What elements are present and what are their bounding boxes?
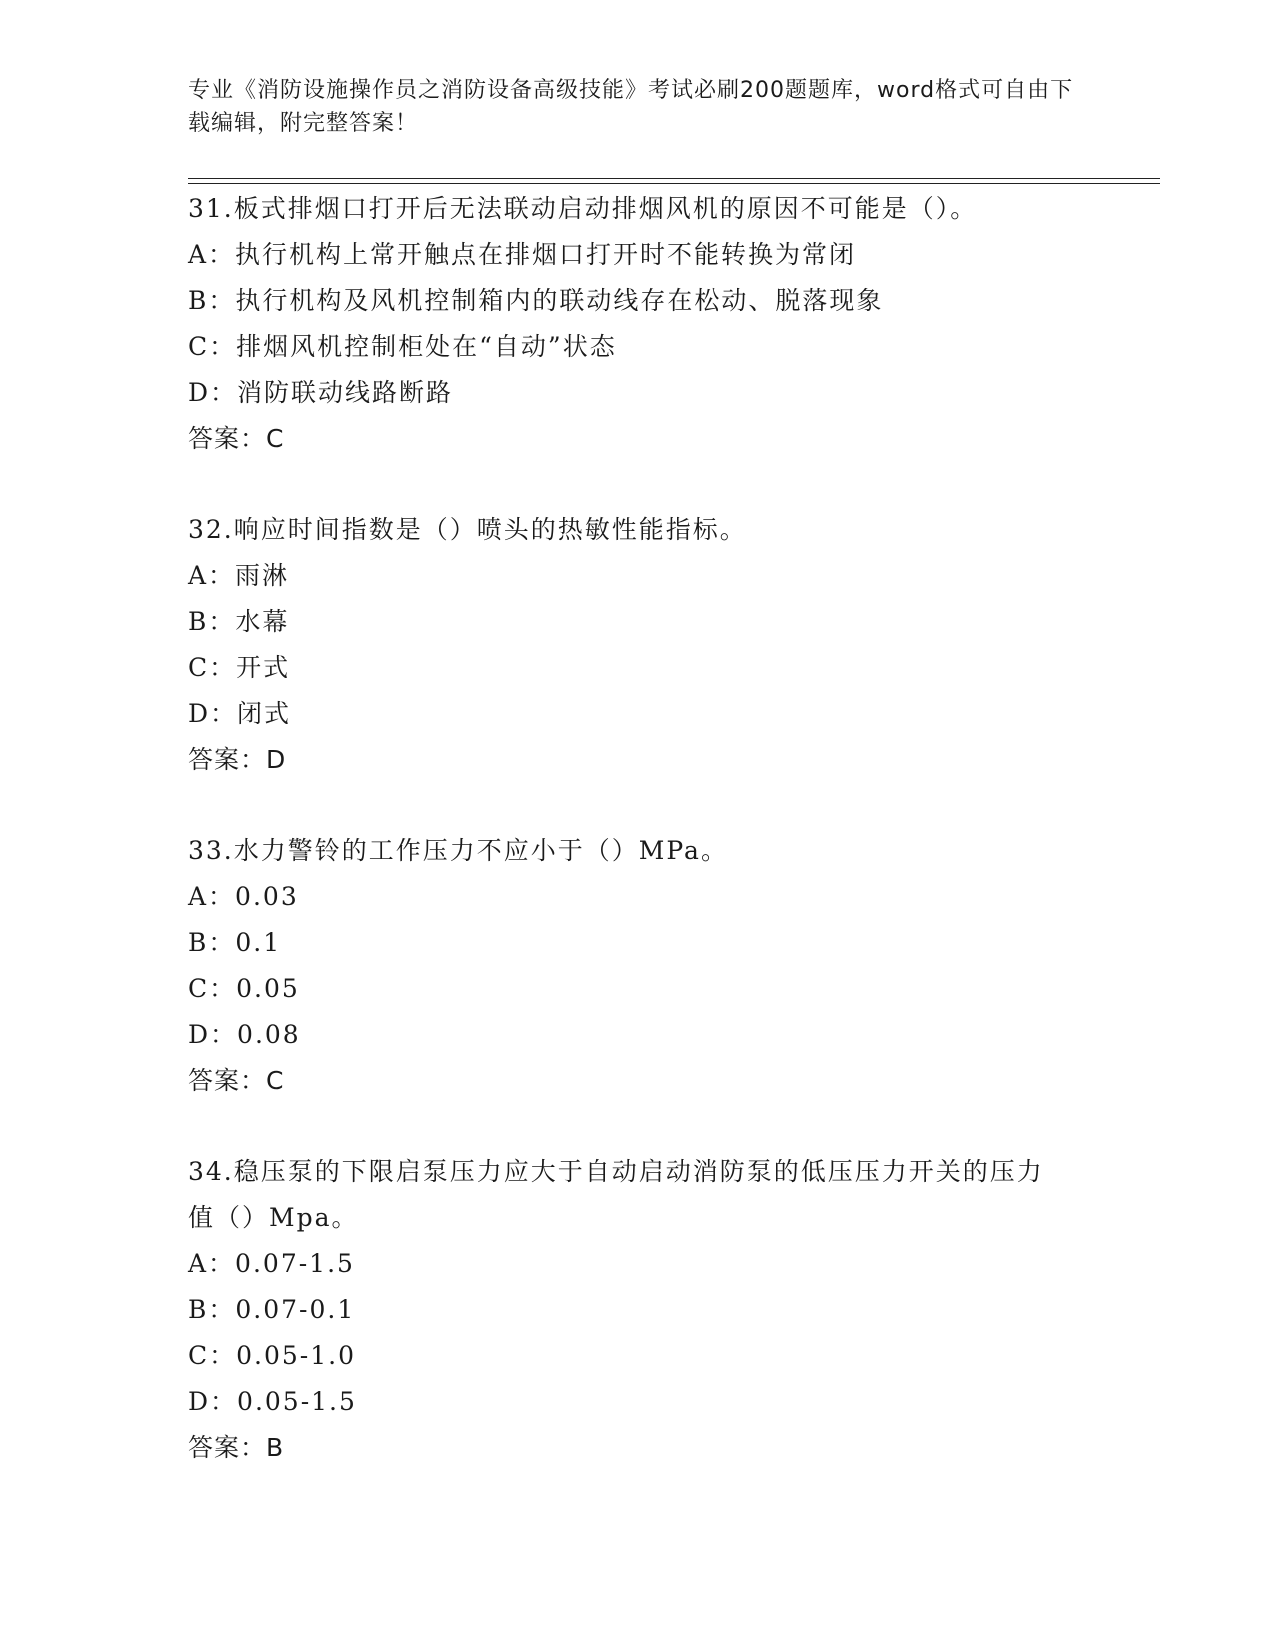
option-b: B：执行机构及风机控制箱内的联动线存在松动、脱落现象: [188, 286, 884, 315]
document-header: 专业《消防设施操作员之消防设备高级技能》考试必刷200题题库，word格式可自由下载编辑，附完整答案！: [188, 78, 1074, 136]
answer-label: 答案：D: [188, 745, 287, 774]
option-c: C：排烟风机控制柜处在“自动”状态: [188, 332, 617, 361]
question-34: [188, 1149, 1088, 1471]
option-c: C：开式: [188, 653, 291, 682]
option-a: A：0.07-1.5: [188, 1249, 355, 1278]
question-33: [188, 828, 1088, 1104]
option-a: A：0.03: [188, 882, 299, 911]
option-b: B：0.1: [188, 928, 282, 957]
option-a: A：雨淋: [188, 561, 290, 590]
answer-label: 答案：B: [188, 1433, 285, 1462]
header-divider-bottom: [188, 183, 1160, 184]
question-stem: 32.响应时间指数是（）喷头的热敏性能指标。: [188, 515, 747, 544]
option-d: D：0.08: [188, 1020, 301, 1049]
option-b: B：水幕: [188, 607, 290, 636]
answer-label: 答案：C: [188, 1066, 285, 1095]
option-a: A：执行机构上常开触点在排烟口打开时不能转换为常闭: [188, 240, 857, 269]
option-c: C：0.05-1.0: [188, 1341, 356, 1370]
option-d: D：0.05-1.5: [188, 1387, 357, 1416]
header-divider-top: [188, 178, 1160, 179]
option-c: C：0.05: [188, 974, 300, 1003]
question-31: [188, 186, 1088, 462]
question-stem: 33.水力警铃的工作压力不应小于（）MPa。: [188, 836, 728, 865]
option-d: D：消防联动线路断路: [188, 378, 454, 407]
question-32: [188, 507, 1088, 783]
option-b: B：0.07-0.1: [188, 1295, 356, 1324]
question-stem: 34.稳压泵的下限启泵压力应大于自动启动消防泵的低压压力开关的压力值（）Mpa。: [188, 1157, 1044, 1232]
option-d: D：闭式: [188, 699, 292, 728]
answer-label: 答案：C: [188, 424, 285, 453]
question-stem: 31.板式排烟口打开后无法联动启动排烟风机的原因不可能是（）。: [188, 194, 978, 223]
